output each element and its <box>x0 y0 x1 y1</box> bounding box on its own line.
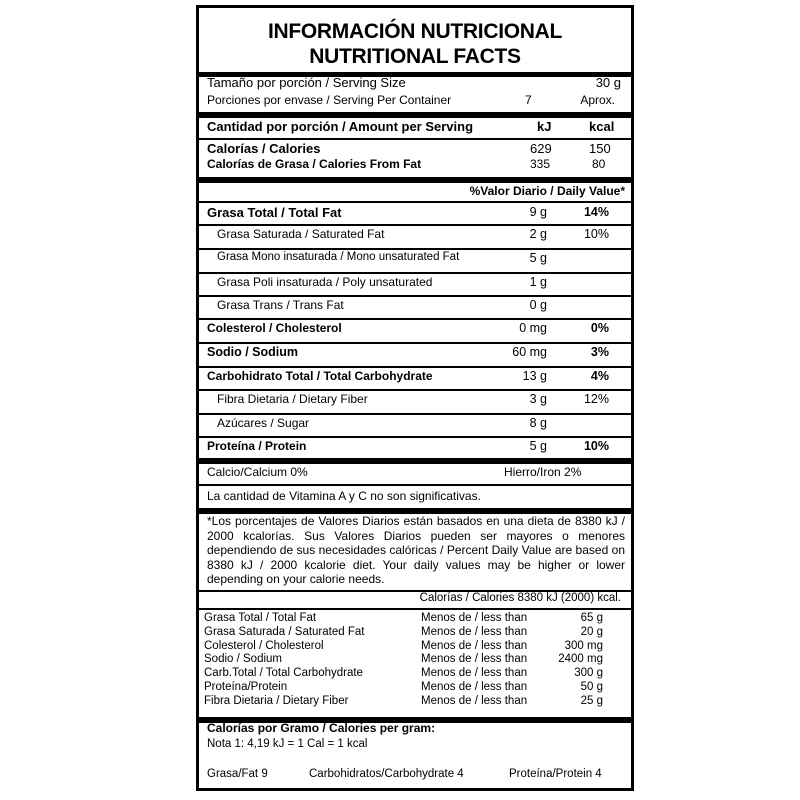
serving-size-label: Tamaño por porción / Serving Size <box>207 75 406 90</box>
fat-calories-per-gram: Grasa/Fat 9 <box>207 768 268 780</box>
nutrient-daily-value: 12% <box>583 392 609 406</box>
nutrition-label <box>196 5 634 791</box>
nutrient-daily-value: 0% <box>590 321 609 335</box>
reference-row-condition: Menos de / less than <box>421 694 528 707</box>
title-line-1: INFORMACIÓN NUTRICIONAL <box>267 20 563 43</box>
daily-value-header: %Valor Diario / Daily Value* <box>469 184 625 198</box>
divider <box>199 389 631 391</box>
carbohydrate-calories-per-gram: Carbohidratos/Carbohydrate 4 <box>309 768 464 780</box>
reference-row-label: Colesterol / Cholesterol <box>204 639 324 652</box>
divider <box>199 342 631 344</box>
nutrient-amount: 1 g <box>529 275 547 289</box>
nutrient-label: Grasa Trans / Trans Fat <box>217 298 344 312</box>
divider <box>199 138 631 140</box>
protein-calories-per-gram: Proteína/Protein 4 <box>509 768 602 780</box>
reference-row-label: Proteína/Protein <box>204 681 288 693</box>
calories-kj: 629 <box>530 141 552 156</box>
nutrient-amount: 8 g <box>529 416 547 430</box>
reference-row-value: 2400 mg <box>558 653 603 666</box>
nutrient-label: Colesterol / Cholesterol <box>207 321 342 335</box>
calcium-value: Calcio/Calcium 0% <box>207 465 308 479</box>
reference-row-label: Grasa Total / Total Fat <box>204 612 317 624</box>
divider <box>199 366 631 368</box>
nutrient-label: Carbohidrato Total / Total Carbohydrate <box>207 369 433 383</box>
nutrient-amount: 0 g <box>529 298 547 312</box>
nutrient-daily-value: 14% <box>583 205 609 219</box>
nutrient-daily-value: 10% <box>583 439 609 453</box>
reference-row-value: 300 mg <box>564 639 603 652</box>
nutrient-amount: 9 g <box>529 205 547 219</box>
nutrient-label: Grasa Total / Total Fat <box>207 205 342 220</box>
servings-per-container-unit: Aprox. <box>580 93 615 107</box>
reference-row-value: 65 g <box>580 612 603 624</box>
calories-from-fat-label: Calorías de Grasa / Calories From Fat <box>207 157 422 171</box>
nutrient-label: Grasa Mono insaturada / Mono unsaturated Fat <box>217 251 460 263</box>
nutrient-label: Proteína / Protein <box>207 439 307 453</box>
reference-row-condition: Menos de / less than <box>421 653 528 666</box>
divider-thick <box>199 112 631 118</box>
calories-kcal: 150 <box>589 141 611 156</box>
nutrient-amount: 0 mg <box>519 321 547 335</box>
servings-per-container-label: Porciones por envase / Serving Per Container <box>207 93 452 107</box>
divider <box>199 413 631 415</box>
nutrient-amount: 2 g <box>529 227 547 241</box>
servings-per-container-value: 7 <box>525 93 532 107</box>
reference-row-value: 50 g <box>580 681 603 693</box>
nutrient-label: Fibra Dietaria / Dietary Fiber <box>217 392 368 406</box>
divider <box>199 318 631 320</box>
iron-value: Hierro/Iron 2% <box>504 465 582 479</box>
nutrient-daily-value: 4% <box>590 369 609 383</box>
divider <box>199 436 631 438</box>
reference-row-condition: Menos de / less than <box>421 612 528 624</box>
nutrient-daily-value: 3% <box>590 345 609 359</box>
amount-per-serving-label: Cantidad por porción / Amount per Serving <box>207 119 474 134</box>
divider <box>199 295 631 297</box>
reference-row-value: 25 g <box>580 694 603 707</box>
nutrient-amount: 3 g <box>529 392 547 406</box>
reference-row-condition: Menos de / less than <box>421 667 528 680</box>
serving-size-value: 30 g <box>595 75 621 90</box>
title-line-2: NUTRITIONAL FACTS <box>309 45 521 68</box>
calories-from-fat-kj: 335 <box>530 157 551 171</box>
reference-row-label: Fibra Dietaria / Dietary Fiber <box>204 694 349 707</box>
energy-conversion-note: Nota 1: 4,19 kJ = 1 Cal = 1 kcal <box>207 738 368 750</box>
kj-column-header: kJ <box>537 119 552 134</box>
nutrient-amount: 13 g <box>522 369 547 383</box>
divider <box>199 484 631 486</box>
divider <box>199 608 631 610</box>
daily-value-footnote: *Los porcentajes de Valores Diarios están basados en una dieta de 8380 kJ / 2000 kcalorías. Sus Valores Diarios pueden ser mayores o menores dependiendo de sus necesidades calóricas / Percent Daily Value are based on 8380 kJ / 2000 kcalorie diet. Your daily values may be higher or lower depending on your calorie needs. <box>207 514 625 586</box>
reference-row-value: 20 g <box>580 625 603 638</box>
nutrient-daily-value: 10% <box>583 227 609 241</box>
reference-calories-header: Calorías / Calories 8380 kJ (2000) kcal. <box>419 592 621 604</box>
divider <box>199 248 631 250</box>
nutrient-label: Sodio / Sodium <box>207 345 298 359</box>
nutrient-label: Grasa Poli insaturada / Poly unsaturated <box>217 275 433 289</box>
reference-row-value: 300 g <box>574 667 603 680</box>
nutrient-label: Grasa Saturada / Saturated Fat <box>217 227 385 241</box>
nutrient-label: Azúcares / Sugar <box>217 416 310 430</box>
reference-row-condition: Menos de / less than <box>421 639 528 652</box>
divider <box>199 224 631 226</box>
divider <box>199 201 631 203</box>
reference-row-label: Grasa Saturada / Saturated Fat <box>204 625 365 638</box>
nutrient-amount: 5 g <box>529 439 547 453</box>
reference-row-condition: Menos de / less than <box>421 625 528 638</box>
calories-per-gram-title: Calorías por Gramo / Calories per gram: <box>207 721 436 735</box>
reference-row-label: Carb.Total / Total Carbohydrate <box>204 667 363 680</box>
divider-thick <box>199 177 631 183</box>
calories-from-fat-kcal: 80 <box>592 157 606 171</box>
nutrient-amount: 60 mg <box>512 345 547 359</box>
divider <box>199 272 631 274</box>
reference-row-condition: Menos de / less than <box>421 681 528 693</box>
nutrient-amount: 5 g <box>529 251 547 265</box>
vitamins-note: La cantidad de Vitamina A y C no son significativas. <box>207 489 481 503</box>
reference-row-label: Sodio / Sodium <box>204 653 282 666</box>
kcal-column-header: kcal <box>589 119 615 134</box>
calories-label: Calorías / Calories <box>207 141 321 156</box>
divider-thick <box>199 458 631 464</box>
